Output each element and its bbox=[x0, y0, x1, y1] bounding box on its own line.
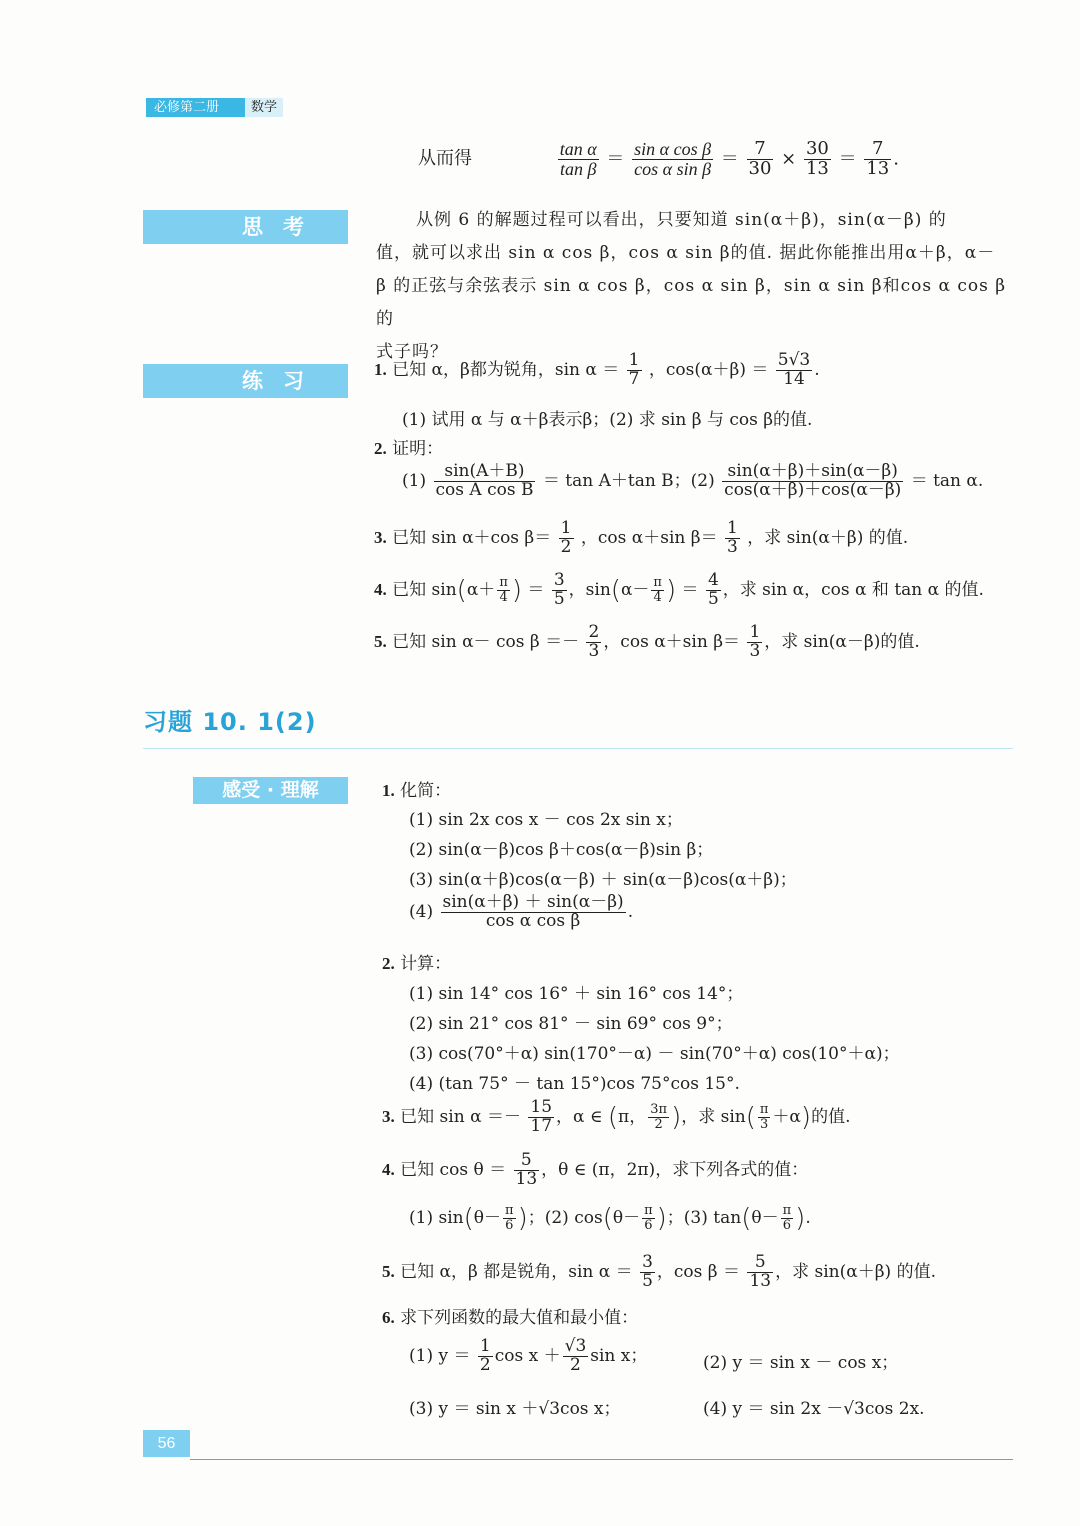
practice-item-5 bbox=[374, 624, 920, 661]
exercise-2 bbox=[382, 949, 451, 974]
item-number: 1. bbox=[374, 359, 387, 379]
think-label: 思考 bbox=[143, 210, 348, 244]
frac-num: π bbox=[653, 575, 662, 591]
exercise-4 bbox=[382, 1152, 808, 1189]
frac-den: 6 bbox=[505, 1218, 514, 1233]
exercise-1-part-2: (2) sin(α－β)cos β＋cos(α－β)sin β； bbox=[409, 840, 714, 860]
frac-den: 3 bbox=[588, 640, 600, 661]
frac-den: 13 bbox=[749, 1270, 772, 1291]
exercise-1-part-4 bbox=[409, 894, 633, 931]
item-text: ，cos α＋sin β＝ bbox=[580, 527, 718, 548]
frac-den: 2 bbox=[479, 1354, 491, 1375]
item-text: 化简： bbox=[400, 781, 452, 801]
frac-num: sin(α＋β)＋sin(α－β) bbox=[722, 463, 903, 482]
item-text: ，cos β ＝ bbox=[656, 1261, 741, 1282]
frac-num: 7 bbox=[747, 140, 774, 160]
item-text: ，sin bbox=[568, 579, 611, 600]
think-line: β 的正弦与余弦表示 sin α cos β，cos α sin β，sin α sin β和cos α cos β的 bbox=[376, 276, 1007, 329]
footer-rule bbox=[190, 1459, 1013, 1460]
practice-item-4: 4. 已知 sin(α＋ $\frac{\pi}{4}$ ) ＝ $\frac{3}{5}$ ，sin(α－ $\frac{\pi}{4}$ ) ＝ $\frac{4}{5}$ ，求 sin α，cos α 和 tan α 的值. bbox=[374, 570, 984, 609]
intro-equation: 从而得 $\frac{\text{tan α}}{\text{tan β}}$ ＝ $\frac{\text{sin α cos β}}{\text{cos α sin β}}$ ＝ $\frac{7}{30}$ × $\frac{30}{13}$ ＝ $\frac{7}{13}$ . bbox=[418, 138, 899, 179]
item-number: 5. bbox=[374, 631, 387, 651]
item-text: ，求 sin bbox=[681, 1106, 746, 1127]
item-text: ，求 sin(α＋β) 的值. bbox=[747, 527, 909, 548]
item-text: ；(3) tan bbox=[666, 1208, 742, 1228]
item-text: ，θ ∈ (π，2π)，求下列各式的值： bbox=[541, 1159, 809, 1180]
think-line: 式子吗？ bbox=[376, 342, 448, 362]
frac-den: cos(α＋β)＋cos(α－β) bbox=[724, 479, 902, 500]
item-text: ，求 sin(α＋β) 的值. bbox=[775, 1261, 936, 1282]
exercise-6-part-1 bbox=[409, 1338, 647, 1375]
item-number: 3. bbox=[374, 527, 387, 547]
think-line: 从例 6 的解题过程可以看出，只要知道 sin(α＋β)，sin(α－β) 的 bbox=[416, 210, 947, 230]
frac-den: 30 bbox=[748, 157, 772, 179]
item-number: 1. bbox=[382, 781, 395, 800]
frac-den: 14 bbox=[783, 368, 805, 389]
item-text: 已知 sin α－ cos β ＝－ bbox=[392, 631, 580, 652]
item-text: sin x； bbox=[590, 1345, 648, 1366]
item-number: 5. bbox=[382, 1261, 395, 1281]
item-text: ＝ tan A＋tan B；(2) bbox=[542, 470, 715, 491]
item-text: 计算： bbox=[400, 954, 452, 974]
frac-num: 30 bbox=[805, 138, 829, 159]
item-text: ，求 sin α，cos α 和 tan α 的值. bbox=[722, 579, 984, 600]
item-text: 已知 α，β 都是锐角，sin α ＝ bbox=[400, 1261, 633, 1282]
item-text: (1) bbox=[402, 470, 427, 491]
item-text: cos x ＋ bbox=[494, 1345, 561, 1366]
item-number: 6. bbox=[382, 1308, 395, 1327]
think-paragraph bbox=[376, 204, 1016, 369]
practice-item-3 bbox=[374, 520, 908, 557]
frac-num: 5√3 bbox=[777, 350, 811, 370]
frac-num: sin α cos β bbox=[634, 139, 712, 159]
item-text: . bbox=[627, 901, 634, 922]
frac-num: π bbox=[505, 1203, 514, 1219]
item-text: 证明： bbox=[392, 439, 444, 459]
frac-den: 4 bbox=[653, 589, 662, 605]
book-volume-tag: 必修第二册 bbox=[146, 98, 248, 117]
item-text: 已知 α，β都为锐角，sin α ＝ bbox=[392, 359, 620, 380]
item-text: ，cos α＋sin β＝ bbox=[603, 631, 741, 652]
item-text: 求下列函数的最大值和最小值： bbox=[400, 1308, 639, 1328]
exercise-6-part-3: (3) y ＝ sin x ＋√3cos x； bbox=[409, 1399, 621, 1419]
frac-num: π bbox=[499, 575, 508, 591]
subject-tag: 数学 bbox=[245, 98, 283, 117]
item-text: . bbox=[814, 359, 820, 380]
item-number: 4. bbox=[374, 579, 387, 599]
frac-num: 3 bbox=[553, 570, 565, 590]
frac-den: 3 bbox=[749, 640, 761, 661]
frac-den: 3 bbox=[727, 536, 738, 557]
frac-num: 3π bbox=[650, 1102, 668, 1118]
exercise-5 bbox=[382, 1254, 936, 1291]
frac-den: 2 bbox=[560, 536, 572, 557]
item-text: 已知 cos θ ＝ bbox=[400, 1159, 507, 1180]
item-text: ，求 sin(α－β)的值. bbox=[764, 631, 920, 652]
frac-den: 4 bbox=[499, 589, 508, 605]
intro-lead: 从而得 bbox=[418, 148, 472, 170]
item-number: 3. bbox=[382, 1106, 395, 1126]
frac-den: 6 bbox=[782, 1218, 792, 1233]
frac-num: 4 bbox=[707, 570, 719, 590]
frac-den: 6 bbox=[644, 1218, 653, 1233]
item-text: 已知 sin bbox=[392, 579, 457, 600]
frac-num: 5 bbox=[514, 1152, 540, 1171]
exercise-1-part-1: (1) sin 2x cos x － cos 2x sin x； bbox=[409, 810, 683, 830]
item-text: α＋ bbox=[466, 579, 496, 600]
practice-item-2 bbox=[374, 434, 443, 459]
exercise-section-title: 习题 10. 1(2) bbox=[143, 708, 317, 736]
frac-num: 15 bbox=[530, 1097, 553, 1117]
exercise-2-part-1: (1) sin 14° cos 16° ＋ sin 16° cos 14°； bbox=[409, 984, 744, 1004]
frac-den: 5 bbox=[707, 588, 719, 609]
item-text: θ－ bbox=[612, 1208, 641, 1228]
frac-den: 13 bbox=[805, 157, 829, 179]
item-number: 2. bbox=[382, 954, 395, 973]
think-line: 值，就可以求出 sin α cos β，cos α sin β的值. 据此你能推出用α＋β，α－ bbox=[376, 243, 996, 263]
frac-den: 13 bbox=[866, 157, 890, 179]
exercise-6-part-2: (2) y ＝ sin x － cos x； bbox=[703, 1353, 899, 1373]
exercise-4-parts: (1) sin(θ－ $\frac{\pi}{6}$ )；(2) cos(θ－ $\frac{\pi}{6}$ )；(3) tan(θ－ $\frac{\pi}{6}$ ). bbox=[409, 1203, 811, 1234]
item-text: 的值. bbox=[811, 1106, 851, 1127]
frac-num: 1 bbox=[727, 518, 738, 538]
exercise-3: 3. 已知 sin α ＝－ $\frac{15}{17}$ ，α ∈ (π， $\frac{3\pi}{2}$ )，求 sin( $\frac{\pi}{3}$ ＋α)的值. bbox=[382, 1097, 851, 1136]
frac-num: 1 bbox=[479, 1336, 491, 1356]
exercise-2-part-3: (3) cos(70°＋α) sin(170°－α) － sin(70°＋α) cos(10°＋α)； bbox=[409, 1044, 900, 1064]
frac-num: 7 bbox=[864, 140, 891, 160]
frac-num: sin(A＋B) bbox=[434, 463, 536, 482]
frac-den: 13 bbox=[515, 1168, 538, 1189]
frac-num: 2 bbox=[588, 622, 600, 642]
practice-item-1-sub: (1) 试用 α 与 α＋β表示β；(2) 求 sin β 与 cos β的值. bbox=[402, 410, 813, 430]
practice-item-1 bbox=[374, 352, 820, 389]
item-text: (4) bbox=[409, 901, 434, 922]
exercise-1-part-3: (3) sin(α＋β)cos(α－β) ＋ sin(α－β)cos(α＋β)； bbox=[409, 870, 797, 890]
frac-den: 17 bbox=[530, 1115, 553, 1136]
frac-num: 1 bbox=[749, 622, 761, 642]
frac-den: cos A cos B bbox=[435, 479, 534, 500]
exercise-1 bbox=[382, 776, 451, 801]
item-text: θ－ bbox=[473, 1208, 502, 1228]
item-text: α－ bbox=[620, 579, 650, 600]
frac-num: sin(α＋β) ＋ sin(α－β) bbox=[442, 892, 624, 912]
item-text: θ－ bbox=[751, 1208, 779, 1228]
frac-num: 3 bbox=[642, 1252, 653, 1272]
frac-den: 3 bbox=[760, 1116, 769, 1132]
item-text: ＝ bbox=[527, 579, 545, 600]
item-text: ＝ bbox=[681, 579, 699, 600]
exercise-6 bbox=[382, 1303, 638, 1328]
frac-num: tan α bbox=[559, 139, 597, 159]
frac-num: 5 bbox=[747, 1254, 773, 1273]
item-text: 已知 sin α＋cos β＝ bbox=[392, 527, 552, 548]
frac-num: π bbox=[759, 1102, 769, 1118]
frac-num: π bbox=[782, 1203, 792, 1219]
frac-den: tan β bbox=[559, 158, 597, 179]
exercise-2-part-2: (2) sin 21° cos 81° － sin 69° cos 9°； bbox=[409, 1014, 733, 1034]
item-text: ，α ∈ bbox=[556, 1106, 603, 1127]
exercise-category-label: 感受 · 理解 bbox=[193, 777, 348, 804]
item-text: (1) sin bbox=[409, 1208, 464, 1228]
item-text: π， bbox=[618, 1106, 647, 1127]
frac-den: 5 bbox=[642, 1270, 653, 1291]
item-text: ；(2) cos bbox=[527, 1208, 603, 1228]
frac-num: √3 bbox=[564, 1336, 587, 1356]
item-number: 4. bbox=[382, 1159, 395, 1179]
item-text: 已知 sin α ＝－ bbox=[400, 1106, 521, 1127]
item-text: . bbox=[805, 1208, 811, 1228]
frac-num: π bbox=[644, 1203, 653, 1219]
frac-den: 2 bbox=[654, 1116, 663, 1132]
frac-num: 1 bbox=[628, 350, 640, 370]
practice-label: 练习 bbox=[143, 364, 348, 398]
frac-den: cos α sin β bbox=[634, 158, 712, 179]
frac-den: cos α cos β bbox=[485, 910, 581, 931]
page-number: 56 bbox=[143, 1430, 190, 1457]
exercise-6-part-4: (4) y ＝ sin 2x －√3cos 2x. bbox=[703, 1399, 925, 1419]
item-text: ＋α bbox=[772, 1106, 801, 1127]
frac-den: 7 bbox=[628, 368, 640, 389]
item-text: ，cos(α＋β) ＝ bbox=[648, 359, 769, 380]
item-text: ＝ tan α. bbox=[910, 470, 984, 491]
section-divider bbox=[143, 748, 1013, 749]
exercise-2-part-4: (4) (tan 75° － tan 15°)cos 75°cos 15°. bbox=[409, 1074, 740, 1094]
practice-item-2-proofs bbox=[402, 463, 983, 500]
item-text: (1) y ＝ bbox=[409, 1345, 471, 1366]
frac-num: 1 bbox=[560, 518, 572, 538]
frac-den: 2 bbox=[570, 1354, 581, 1375]
frac-den: 5 bbox=[553, 588, 565, 609]
item-number: 2. bbox=[374, 439, 387, 458]
